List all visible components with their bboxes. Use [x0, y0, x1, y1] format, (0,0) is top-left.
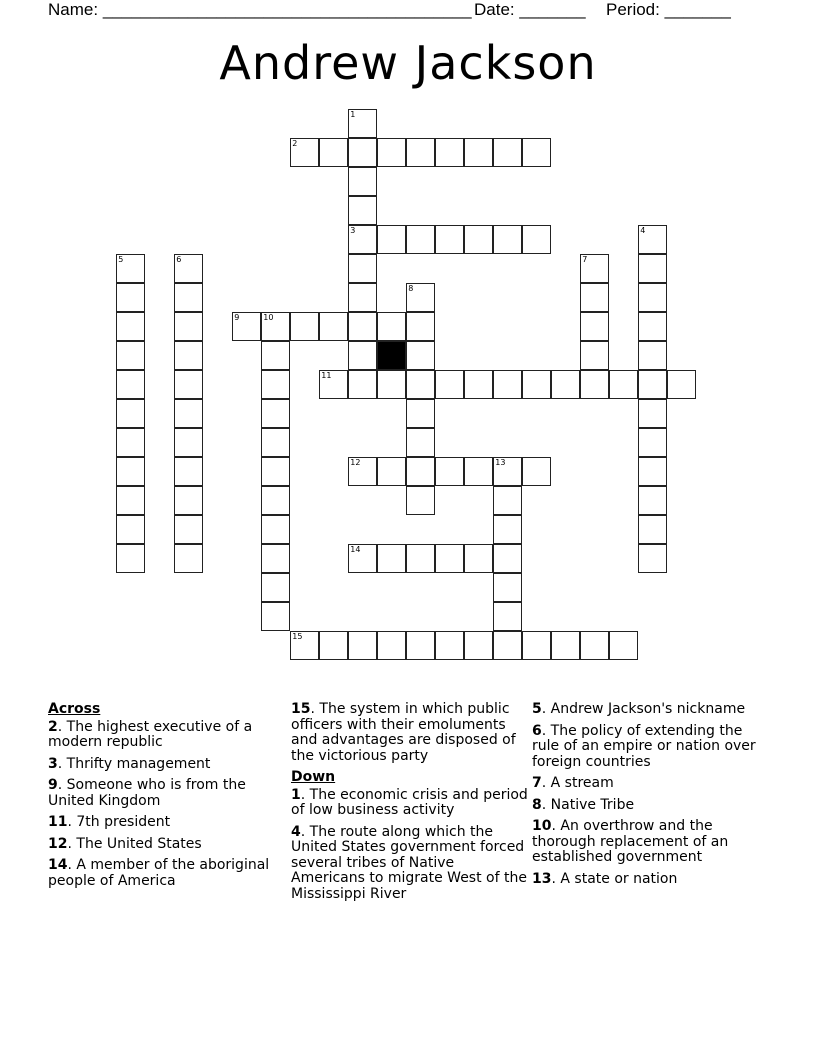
date-blank: _______: [519, 0, 586, 19]
grid-cell[interactable]: [638, 486, 667, 515]
clue-text: A stream: [550, 775, 614, 791]
grid-cell[interactable]: [377, 312, 406, 341]
grid-cell[interactable]: [667, 370, 696, 399]
grid-cell[interactable]: [290, 138, 319, 167]
grid-cell[interactable]: [261, 486, 290, 515]
grid-cell[interactable]: [609, 370, 638, 399]
grid-cell[interactable]: [522, 138, 551, 167]
grid-cell[interactable]: [174, 486, 203, 515]
grid-cell[interactable]: [290, 312, 319, 341]
clue-number: 1: [291, 786, 301, 803]
period-blank: _______: [664, 0, 731, 19]
clue-text: Native Tribe: [550, 796, 635, 813]
grid-cell[interactable]: [406, 544, 435, 573]
grid-cell[interactable]: [116, 486, 145, 515]
grid-cell[interactable]: [551, 631, 580, 660]
grid-cell[interactable]: [464, 370, 493, 399]
grid-cell[interactable]: [493, 225, 522, 254]
clue-across-2: 2. The highest executive of a modern republic: [48, 718, 253, 750]
grid-cell[interactable]: [348, 138, 377, 167]
grid-cell[interactable]: [348, 109, 377, 138]
grid-cell[interactable]: [348, 312, 377, 341]
grid-cell[interactable]: [406, 312, 435, 341]
grid-cell[interactable]: [493, 457, 522, 486]
clue-number: 4: [291, 823, 301, 840]
grid-cell[interactable]: [580, 631, 609, 660]
grid-cell[interactable]: [638, 283, 667, 312]
grid-cell[interactable]: [116, 515, 145, 544]
clue-text: A state or nation: [560, 870, 678, 887]
cell-number: 11: [321, 371, 332, 381]
cell-number: 13: [495, 458, 506, 468]
cell-number: 12: [350, 458, 361, 468]
grid-cell[interactable]: [435, 225, 464, 254]
grid-cell[interactable]: [493, 370, 522, 399]
grid-cell[interactable]: [319, 138, 348, 167]
grid-cell[interactable]: [174, 341, 203, 370]
clue-number: 9: [48, 777, 58, 793]
cell-number: 4: [640, 226, 646, 236]
clue-text: The highest executive of a modern republic: [48, 718, 253, 750]
grid-cell[interactable]: [348, 457, 377, 486]
grid-cell[interactable]: [174, 515, 203, 544]
clue-down-13: 13. A state or nation: [532, 870, 678, 887]
grid-cell[interactable]: [638, 457, 667, 486]
grid-cell[interactable]: [261, 370, 290, 399]
clue-across-11: 11. 7th president: [48, 814, 171, 830]
grid-cell[interactable]: [435, 544, 464, 573]
clue-number: 8: [532, 796, 542, 813]
grid-cell[interactable]: [406, 341, 435, 370]
clue-text: Thrifty management: [66, 755, 211, 772]
grid-cell[interactable]: [116, 341, 145, 370]
grid-cell[interactable]: [348, 370, 377, 399]
grid-cell[interactable]: [261, 399, 290, 428]
clue-down-8: 8. Native Tribe: [532, 796, 635, 813]
grid-cell[interactable]: [261, 602, 290, 631]
grid-cell[interactable]: [261, 515, 290, 544]
grid-cell[interactable]: [406, 428, 435, 457]
grid-cell[interactable]: [493, 138, 522, 167]
down-heading: Down: [291, 769, 336, 785]
grid-cell[interactable]: [174, 312, 203, 341]
grid-cell[interactable]: [493, 544, 522, 573]
clue-text: The economic crisis and period of low business activity: [291, 786, 528, 818]
clue-down-10: 10. An overthrow and the thorough replacement of an established government: [532, 818, 729, 865]
clue-text: A member of the aboriginal people of America: [48, 857, 270, 889]
grid-cell[interactable]: [435, 457, 464, 486]
cell-number: 2: [292, 139, 298, 149]
name-blank: _______________________________________: [102, 0, 472, 19]
date-label: Date:: [474, 0, 515, 19]
name-label: Name:: [48, 0, 99, 19]
grid-cell[interactable]: [116, 370, 145, 399]
grid-cell[interactable]: [406, 283, 435, 312]
grid-cell[interactable]: [464, 457, 493, 486]
grid-cell[interactable]: [174, 399, 203, 428]
grid-cell[interactable]: [493, 631, 522, 660]
cell-number: 6: [176, 255, 182, 265]
grid-cell[interactable]: [464, 544, 493, 573]
grid-cell[interactable]: [377, 225, 406, 254]
grid-cell[interactable]: [551, 370, 580, 399]
grid-cell[interactable]: [638, 341, 667, 370]
clue-down-7: 7. A stream: [532, 775, 614, 791]
clue-number: 14: [48, 857, 68, 873]
grid-cell[interactable]: [406, 486, 435, 515]
grid-cell[interactable]: [522, 457, 551, 486]
grid-cell[interactable]: [464, 225, 493, 254]
grid-cell[interactable]: [406, 457, 435, 486]
grid-cell[interactable]: [406, 138, 435, 167]
clue-across-12: 12. The United States: [48, 835, 202, 852]
clue-number: 13: [532, 870, 552, 887]
grid-cell[interactable]: [174, 283, 203, 312]
clue-text: The United States: [76, 835, 202, 852]
clue-text: Someone who is from the United Kingdom: [48, 777, 246, 809]
grid-cell[interactable]: [174, 457, 203, 486]
grid-cell[interactable]: [174, 370, 203, 399]
grid-cell[interactable]: [319, 631, 348, 660]
cell-number: 15: [292, 632, 303, 642]
clue-number: 2: [48, 718, 58, 735]
clues-column-2: [291, 702, 531, 908]
clue-text: The route along which the United States government forced several tribes of Native Americans to migrate West of the Mississippi River: [291, 823, 527, 902]
grid-cell[interactable]: [174, 428, 203, 457]
cell-number: 7: [582, 255, 588, 265]
grid-cell[interactable]: [638, 515, 667, 544]
clue-number: 7: [532, 775, 542, 791]
cell-number: 1: [350, 110, 356, 120]
clue-number: 11: [48, 814, 68, 830]
grid-cell[interactable]: [377, 138, 406, 167]
grid-cell[interactable]: [522, 370, 551, 399]
grid-cell[interactable]: [116, 399, 145, 428]
grid-cell[interactable]: [580, 283, 609, 312]
grid-cell[interactable]: [609, 631, 638, 660]
grid-cell[interactable]: [435, 370, 464, 399]
clues-column-3: [532, 702, 772, 893]
grid-cell[interactable]: [580, 254, 609, 283]
grid-cell[interactable]: [261, 544, 290, 573]
clue-down-1: 1. The economic crisis and period of low business activity: [291, 786, 528, 818]
grid-cell[interactable]: [638, 370, 667, 399]
cell-number: 8: [408, 284, 414, 294]
grid-cell[interactable]: [116, 457, 145, 486]
grid-cell[interactable]: [116, 283, 145, 312]
clue-across-14: 14. A member of the aboriginal people of America: [48, 857, 270, 889]
grid-cell[interactable]: [377, 457, 406, 486]
clue-number: 10: [532, 818, 552, 834]
grid-cell[interactable]: [493, 573, 522, 602]
grid-cell[interactable]: [406, 225, 435, 254]
grid-cell[interactable]: [348, 254, 377, 283]
clue-number: 6: [532, 722, 542, 739]
cell-number: 10: [263, 313, 274, 323]
cell-number: 9: [234, 313, 240, 323]
grid-cell[interactable]: [464, 138, 493, 167]
cell-number: 14: [350, 545, 361, 555]
grid-cell[interactable]: [406, 399, 435, 428]
grid-cell[interactable]: [232, 312, 261, 341]
clue-text: Andrew Jackson's nickname: [550, 701, 746, 717]
grid-cell[interactable]: [290, 631, 319, 660]
grid-cell[interactable]: [348, 167, 377, 196]
clue-text: An overthrow and the thorough replacement of an established government: [532, 818, 729, 865]
grid-cell[interactable]: [435, 631, 464, 660]
grid-cell[interactable]: [638, 225, 667, 254]
clue-across-15: 15. The system in which public officers with their emoluments and advantages are disposed of the victorious party: [291, 701, 516, 764]
grid-cell[interactable]: [406, 631, 435, 660]
clue-number: 3: [48, 755, 58, 772]
grid-cell[interactable]: [638, 428, 667, 457]
grid-cell[interactable]: [348, 283, 377, 312]
clue-down-5: 5. Andrew Jackson's nickname: [532, 701, 746, 717]
grid-cell[interactable]: [638, 544, 667, 573]
clue-text: The system in which public officers with their emoluments and advantages are disposed of the victorious party: [291, 701, 516, 764]
grid-cell[interactable]: [493, 515, 522, 544]
grid-cell[interactable]: [174, 544, 203, 573]
across-heading: Across: [48, 701, 101, 717]
grid-cell[interactable]: [464, 631, 493, 660]
grid-cell[interactable]: [319, 370, 348, 399]
grid-cell[interactable]: [493, 486, 522, 515]
grid-cell[interactable]: [261, 457, 290, 486]
cell-number: 5: [118, 255, 124, 265]
clue-number: 5: [532, 701, 542, 717]
grid-cell[interactable]: [377, 544, 406, 573]
grid-cell[interactable]: [116, 428, 145, 457]
clue-text: The policy of extending the rule of an empire or nation over foreign countries: [532, 722, 756, 770]
clue-number: 12: [48, 835, 68, 852]
grid-cell[interactable]: [116, 544, 145, 573]
grid-cell[interactable]: [174, 254, 203, 283]
grid-cell[interactable]: [348, 544, 377, 573]
grid-cell[interactable]: [348, 225, 377, 254]
clue-down-6: 6. The policy of extending the rule of an empire or nation over foreign countries: [532, 722, 756, 770]
grid-cell[interactable]: [348, 196, 377, 225]
page-title: Andrew Jackson: [219, 36, 597, 90]
black-cell: [377, 341, 406, 370]
grid-cell[interactable]: [406, 370, 435, 399]
grid-cell[interactable]: [638, 312, 667, 341]
grid-cell[interactable]: [435, 138, 464, 167]
grid-cell[interactable]: [261, 428, 290, 457]
grid-cell[interactable]: [319, 312, 348, 341]
cell-number: 3: [350, 226, 356, 236]
grid-cell[interactable]: [580, 370, 609, 399]
grid-cell[interactable]: [493, 602, 522, 631]
grid-cell[interactable]: [638, 399, 667, 428]
grid-cell[interactable]: [348, 341, 377, 370]
clues-column-1: [48, 702, 288, 895]
grid-cell[interactable]: [522, 631, 551, 660]
grid-cell[interactable]: [377, 370, 406, 399]
grid-cell[interactable]: [261, 341, 290, 370]
grid-cell[interactable]: [638, 254, 667, 283]
grid-cell[interactable]: [116, 254, 145, 283]
clue-number: 15: [291, 701, 311, 717]
clue-down-4: 4. The route along which the United States government forced several tribes of Native Americans to migrate West of the Mississippi River: [291, 823, 527, 902]
grid-cell[interactable]: [522, 225, 551, 254]
grid-cell[interactable]: [116, 312, 145, 341]
clue-text: 7th president: [76, 814, 171, 830]
grid-cell[interactable]: [261, 312, 290, 341]
grid-cell[interactable]: [580, 341, 609, 370]
grid-cell[interactable]: [348, 631, 377, 660]
grid-cell[interactable]: [580, 312, 609, 341]
clue-across-9: 9. Someone who is from the United Kingdom: [48, 777, 246, 809]
clue-across-3: 3. Thrifty management: [48, 755, 211, 772]
period-label: Period:: [606, 0, 660, 19]
grid-cell[interactable]: [261, 573, 290, 602]
grid-cell[interactable]: [377, 631, 406, 660]
